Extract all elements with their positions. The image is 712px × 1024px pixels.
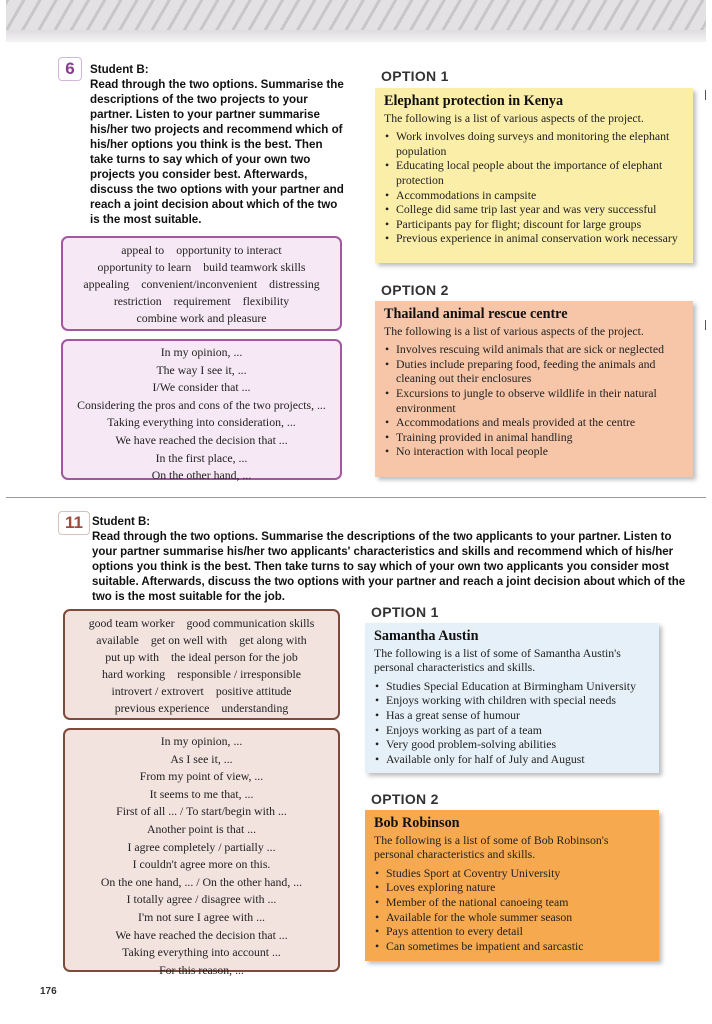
vocab-term: understanding [221,701,289,715]
decorative-header-band [6,0,706,42]
option1-card-11 [365,623,659,773]
bullet-item: • Excursions to jungle to observe wildlife in their natural environment [396,386,684,415]
phrase: It seems to me that, ... [149,786,254,801]
option1-bullets-11 [374,679,650,767]
option1-bullets-6 [384,129,684,246]
option1-intro-6: The following is a list of various aspects of the project. [384,110,644,125]
bullet-item: • Can sometimes be impatient and sarcastic [386,939,650,954]
bullet-item: • Member of the national canoeing team [386,895,650,910]
phrase: In my opinion, ... [160,345,243,359]
bullet-item: • Available for the whole summer season [386,910,650,925]
vocab-term: opportunity to learn [97,260,192,274]
vocab-line [69,259,334,276]
option1-title-11: Samantha Austin [374,628,479,644]
bullet-item: • No interaction with local people [396,444,684,459]
vocab-term: appealing [83,277,130,291]
option1-heading-6: OPTION 1 [381,68,449,84]
vocab-term: good communication skills [186,616,315,630]
vocab-term: put up with [105,650,159,664]
instruction-text-11: Read through the two options. Summarise the descriptions of the two applicants to your partner. Listen to your partner summarise his/her two applicants' characteristics and skills and recommend which of his/her options you think is the best. Then take turns to say which of your own two applicants you consider most suitable. Afterwards, discuss the two options with your partner and reach a joint decision about which of the two is the most suitable for the job. [92,531,686,603]
phrase: I totally agree / disagree with ... [126,892,277,907]
exercise-number-6: 6 [58,57,82,81]
vocab-term: convenient/inconvenient [141,277,258,291]
vocab-term: introvert / extrovert [111,684,204,698]
option2-title-6: Thailand animal rescue centre [384,306,568,322]
vocab-line [71,615,332,632]
page-number: 176 [40,986,57,997]
vocab-line [69,242,334,259]
option2-heading-6: OPTION 2 [381,282,449,298]
vocab-term: available [96,633,139,647]
vocab-term: opportunity to interact [176,243,282,257]
vocab-term: requirement [173,294,231,308]
option2-bullets-6 [384,342,684,459]
vocab-term: responsible / irresponsible [177,667,302,681]
option2-bullets-11 [374,866,650,954]
phrase: In my opinion, ... [160,734,243,748]
vocabulary-box-6 [61,236,342,331]
bullet-item: • Previous experience in animal conservation work necessary [396,231,684,246]
option2-intro-11: The following is a list of some of Bob Robinson's personal characteristics and skills. [374,832,609,862]
instruction-text-6: Read through the two options. Summarise the descriptions of the two projects to your partner. Listen to your partner summarise his/her two projects and recommend which of his/her options you think is the best. Then take turns to say which of your own two projects you consider best. Afterwards, discuss the two options with your partner and reach a joint decision about which of the two is the most suitable. [90,78,344,226]
vocab-term: restriction [113,294,162,308]
vocab-term: good team worker [88,616,175,630]
bullet-item: • Has a great sense of humour [386,708,650,723]
vocab-term: get on well with [150,633,228,647]
vocab-line [69,310,334,327]
option1-title-6: Elephant protection in Kenya [384,93,564,109]
phrase: Taking everything into account ... [122,945,281,960]
bullet-item: • Available only for half of July and August [386,752,650,767]
vocab-term: get along with [239,633,307,647]
vocab-term: flexibility [242,294,290,308]
phrase: First of all ... / To start/begin with ... [116,804,287,819]
bullet-item: • Accommodations in campsite [396,188,684,203]
vocab-line [71,649,332,666]
vocab-term: previous experience [114,701,210,715]
phrase: On the one hand, ... / On the other hand, ... [100,874,303,889]
exercise-number-11: 11 [58,511,90,535]
phrase: Another point is that ... [146,821,257,836]
bullet-item: • Studies Sport at Coventry University [386,866,650,881]
student-label-6: Student B: [90,63,149,76]
bullet-item: • Enjoys working as part of a team [386,723,650,738]
vocab-term: build teamwork skills [203,260,306,274]
option1-heading-11: OPTION 1 [371,604,439,620]
instructions-11 [92,515,692,605]
bullet-item: • Educating local people about the importance of elephant protection [396,158,684,187]
phrase: I'm not sure I agree with ... [138,909,265,924]
phrase: I couldn't agree more on this. [132,857,271,872]
option2-heading-11: OPTION 2 [371,791,439,807]
bullet-item: • Duties include preparing food, feeding the animals and cleaning out their enclosures [396,357,684,386]
instructions-6 [90,62,345,227]
vocab-term: distressing [269,277,320,291]
bullet-item: • Training provided in animal handling [396,430,684,445]
bullet-item: • Participants pay for flight; discount for large groups [396,217,684,232]
option1-card-6 [375,88,693,263]
vocab-line [69,276,334,293]
phrase: Considering the pros and cons of the two projects, ... [77,397,326,412]
vocab-term: hard working [101,667,166,681]
phrase: We have reached the decision that ... [115,432,288,447]
option2-card-6 [375,301,693,477]
phrase: I/We consider that ... [152,380,251,395]
bullet-item: • Studies Special Education at Birmingham University [386,679,650,694]
phrase: For this reason, ... [159,962,244,977]
phrase: On the other hand, ... [151,468,252,483]
vocab-term: positive attitude [215,684,292,698]
vocab-line [71,666,332,683]
vocab-line [71,700,332,717]
bullet-item: • Loves exploring nature [386,880,650,895]
phrases-box-11 [63,728,340,977]
bullet-item: • Involves rescuing wild animals that are sick or neglected [396,342,684,357]
vocab-term: the ideal person for the job [170,650,298,664]
vocab-term: combine work and pleasure [136,311,267,325]
option2-title-11: Bob Robinson [374,815,460,831]
phrase: I agree completely / partially ... [127,839,276,854]
bullet-item: • Enjoys working with children with special needs [386,693,650,708]
vocabulary-box-11 [63,609,340,720]
bullet-item: • Very good problem-solving abilities [386,737,650,752]
margin-mark [705,320,706,330]
phrase: We have reached the decision that ... [115,927,288,942]
margin-mark [705,90,706,100]
phrase: In the first place, ... [155,450,248,465]
vocab-line [69,293,334,310]
bullet-item: • Pays attention to every detail [386,924,650,939]
vocab-line [71,683,332,700]
phrase: As I see it, ... [170,751,233,766]
option1-intro-11: The following is a list of some of Samantha Austin's personal characteristics and skills. [374,645,621,675]
bullet-item: • College did same trip last year and was very successful [396,202,684,217]
section-divider [6,497,706,498]
vocab-line [71,632,332,649]
option2-card-11 [365,810,659,961]
phrase: The way I see it, ... [156,362,247,377]
vocab-term: appeal to [121,243,165,257]
phrase: Taking everything into consideration, ... [107,415,296,430]
bullet-item: • Accommodations and meals provided at the centre [396,415,684,430]
phrases-box-6 [61,339,342,483]
student-label-11: Student B: [92,516,151,528]
option2-intro-6: The following is a list of various aspects of the project. [384,323,644,338]
phrase: From my point of view, ... [139,769,264,784]
bullet-item: • Work involves doing surveys and monitoring the elephant population [396,129,684,158]
